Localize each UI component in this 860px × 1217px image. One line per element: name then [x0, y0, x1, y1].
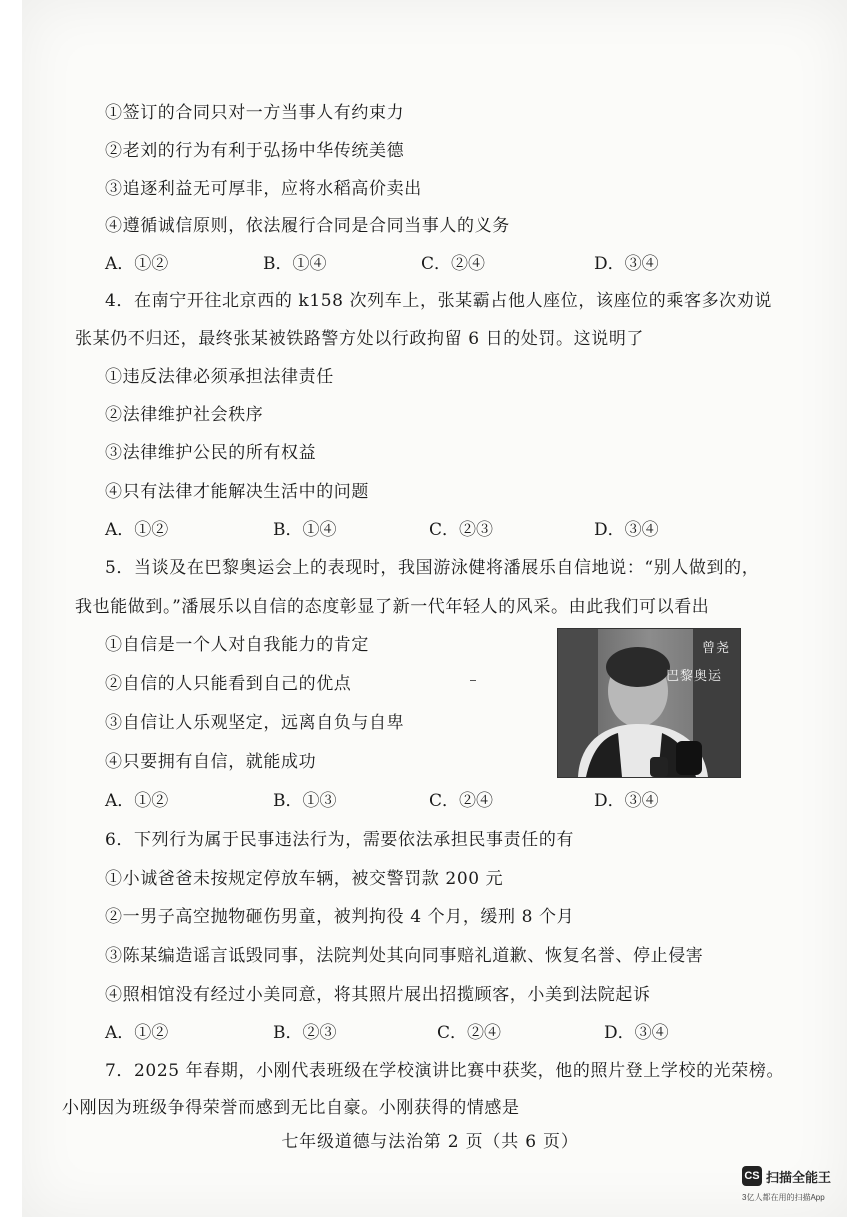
q4-choice-c: C．②③	[429, 520, 494, 540]
q6-option-2: ②一男子高空抛物砸伤男童，被判拘役 4 个月，缓刑 8 个月	[105, 907, 575, 927]
q4-option-4: ④只有法律才能解决生活中的问题	[105, 482, 369, 502]
q4-option-1: ①违反法律必须承担法律责任	[105, 367, 334, 387]
q3-choice-b: B．①④	[263, 254, 327, 274]
q4-choice-b: B．①④	[273, 520, 337, 540]
q3-option-4: ④遵循诚信原则，依法履行合同是合同当事人的义务	[105, 216, 510, 236]
photo-caption-line1: 曾尧	[701, 641, 730, 656]
camscanner-logo-icon: CS	[742, 1166, 762, 1186]
page-footer: 七年级道德与法治第 2 页（共 6 页）	[281, 1132, 579, 1152]
q3-choice-c: C．②④	[421, 254, 486, 274]
q5-stem-line2: 我也能做到。”潘展乐以自信的态度彰显了新一代年轻人的风采。由此我们可以看出	[75, 597, 710, 617]
q4-option-2: ②法律维护社会秩序	[105, 405, 264, 425]
camscanner-tagline: 3亿人都在用的扫描App	[742, 1193, 825, 1202]
q5-option-2: ②自信的人只能看到自己的优点	[105, 674, 352, 694]
q3-option-3: ③追逐利益无可厚非，应将水稻高价卖出	[105, 179, 422, 199]
q5-option-3: ③自信让人乐观坚定，远离自负与自卑	[105, 713, 405, 733]
q6-option-4: ④照相馆没有经过小美同意，将其照片展出招揽顾客，小美到法院起诉	[105, 985, 651, 1005]
q7-stem-line2: 小刚因为班级争得荣誉而感到无比自豪。小刚获得的情感是	[62, 1098, 520, 1118]
q6-option-3: ③陈某编造谣言诋毁同事，法院判处其向同事赔礼道歉、恢复名誉、停止侵害	[105, 946, 704, 966]
q3-choice-a: A．①②	[105, 254, 169, 274]
q4-stem-line1: 4．在南宁开往北京西的 k158 次列车上，张某霸占他人座位，该座位的乘客多次劝说	[105, 291, 772, 311]
q4-choice-d: D．③④	[594, 520, 659, 540]
q4-choice-a: A．①②	[105, 520, 169, 540]
q3-option-1: ①签订的合同只对一方当事人有约束力	[105, 103, 405, 123]
q6-choice-a: A．①②	[105, 1023, 169, 1043]
q6-choices	[105, 1022, 745, 1044]
q5-option-1: ①自信是一个人对自我能力的肯定	[105, 635, 369, 655]
q4-choices	[105, 519, 745, 541]
camscanner-watermark	[742, 1166, 842, 1206]
q6-choice-b: B．②③	[273, 1023, 337, 1043]
q5-choice-c: C．②④	[429, 791, 494, 811]
q5-choice-a: A．①②	[105, 791, 169, 811]
q3-option-2: ②老刘的行为有利于弘扬中华传统美德	[105, 141, 405, 161]
q6-option-1: ①小诚爸爸未按规定停放车辆，被交警罚款 200 元	[105, 869, 504, 889]
athlete-interview-photo	[557, 628, 741, 778]
q3-choices	[105, 253, 745, 275]
q4-stem-line2: 张某仍不归还，最终张某被铁路警方处以行政拘留 6 日的处罚。这说明了	[75, 329, 645, 349]
q4-option-3: ③法律维护公民的所有权益	[105, 443, 317, 463]
q5-choice-b: B．①③	[273, 791, 337, 811]
q6-stem: 6．下列行为属于民事违法行为，需要依法承担民事责任的有	[105, 830, 575, 850]
q3-choice-d: D．③④	[594, 254, 659, 274]
q7-stem-line1: 7．2025 年春期，小刚代表班级在学校演讲比赛中获奖，他的照片登上学校的光荣榜。	[105, 1061, 785, 1081]
q6-choice-c: C．②④	[437, 1023, 502, 1043]
q5-option-4: ④只要拥有自信，就能成功	[105, 752, 317, 772]
photo-caption-line2: 巴黎奥运	[666, 669, 723, 684]
q6-choice-d: D．③④	[604, 1023, 669, 1043]
q5-stem-line1: 5．当谈及在巴黎奥运会上的表现时，我国游泳健将潘展乐自信地说：“别人做到的，	[105, 558, 760, 578]
q5-choice-d: D．③④	[594, 791, 659, 811]
q5-choices	[105, 790, 745, 812]
scan-speck	[470, 680, 476, 681]
camscanner-name: 扫描全能王	[766, 1170, 832, 1185]
